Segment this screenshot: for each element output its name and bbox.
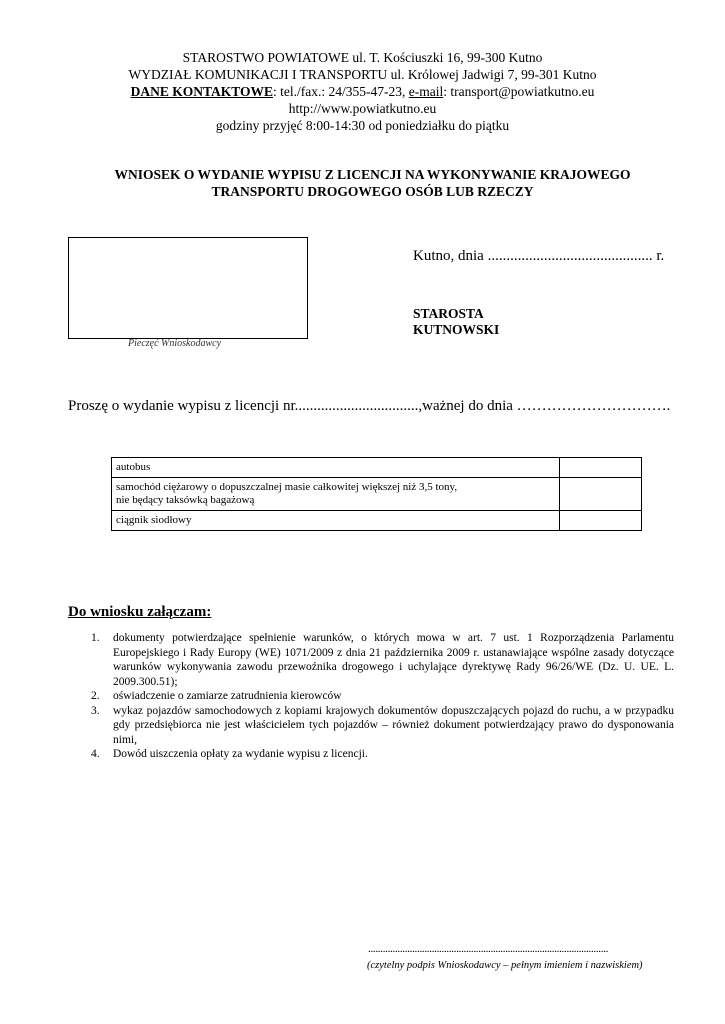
contact-label: DANE KONTAKTOWE bbox=[130, 84, 273, 99]
form-title bbox=[60, 166, 685, 200]
list-item bbox=[74, 631, 674, 689]
vehicle-type-table bbox=[111, 457, 642, 531]
header-line-department: WYDZIAŁ KOMUNIKACJI I TRANSPORTU ul. Królowej Jadwigi 7, 99-301 Kutno bbox=[128, 67, 597, 82]
place-date-line: Kutno, dnia ............................................ r. bbox=[413, 248, 665, 264]
request-sentence: Proszę o wydanie wypisu z licencji nr.................................,ważnej do dnia …………………………. bbox=[68, 398, 671, 414]
vehicle-type-checkbox-cell[interactable] bbox=[560, 458, 642, 478]
header-website: http://www.powiatkutno.eu bbox=[288, 101, 437, 116]
office-header bbox=[0, 49, 725, 134]
signature-label: (czytelny podpis Wnioskodawcy – pełnym imieniem i nazwiskiem) bbox=[367, 960, 643, 971]
vehicle-type-label: autobus bbox=[112, 458, 560, 478]
table-row bbox=[112, 511, 642, 531]
header-line-contact bbox=[0, 83, 725, 100]
form-title-line-2: TRANSPORTU DROGOWEGO OSÓB LUB RZECZY bbox=[211, 184, 534, 199]
list-item-text: Dowód uiszczenia opłaty za wydanie wypisu z licencji. bbox=[113, 748, 368, 760]
vehicle-type-label: ciągnik siodłowy bbox=[112, 511, 560, 531]
addressee-line-2: KUTNOWSKI bbox=[413, 322, 500, 337]
header-line-office: STAROSTWO POWIATOWE ul. T. Kościuszki 16, 99-300 Kutno bbox=[182, 50, 543, 65]
form-title-line-1: WNIOSEK O WYDANIE WYPISU Z LICENCJI NA WYKONYWANIE KRAJOWEGO bbox=[114, 167, 631, 182]
list-item-number: 4. bbox=[91, 748, 100, 760]
list-item-number: 2. bbox=[91, 690, 100, 702]
list-item bbox=[74, 704, 674, 748]
list-item-text: dokumenty potwierdzające spełnienie warunków, o których mowa w art. 7 ust. 1 Rozporządzenia Parlamentu Europejskiego i Rady Europy (WE) 1071/2009 z dnia 21 października 2009 r. ustanawiające wspólne zasady dotyczące warunków wykonywania zawodu przewoźnika drogowego i uchylające dyrektywę Rady 96/26/WE (Dz. U. UE. L. 2009.300.51); bbox=[113, 632, 674, 688]
table-row bbox=[112, 458, 642, 478]
header-hours: godziny przyjęć 8:00-14:30 od poniedziałku do piątku bbox=[215, 118, 510, 133]
email-value: : transport@powiatkutno.eu bbox=[443, 84, 595, 99]
table-row bbox=[112, 478, 642, 511]
applicant-stamp-label: Pieczęć Wnioskodawcy bbox=[128, 338, 222, 349]
list-item bbox=[74, 747, 674, 762]
applicant-stamp-box[interactable] bbox=[68, 237, 308, 339]
list-item-text: oświadczenie o zamiarze zatrudnienia kierowców bbox=[113, 690, 342, 702]
contact-phone: : tel./fax.: 24/355-47-23, bbox=[273, 84, 409, 99]
signature-line[interactable]: .................................................................................................. bbox=[368, 943, 609, 955]
attachments-heading: Do wniosku załączam: bbox=[68, 604, 212, 620]
vehicle-type-checkbox-cell[interactable] bbox=[560, 478, 642, 511]
list-item bbox=[74, 689, 674, 704]
email-label: e-mail bbox=[408, 84, 444, 99]
vehicle-type-checkbox-cell[interactable] bbox=[560, 511, 642, 531]
addressee bbox=[413, 306, 499, 338]
vehicle-type-label: samochód ciężarowy o dopuszczalnej masie całkowitej większej niż 3,5 tony, nie będący taksówką bagażową bbox=[112, 478, 560, 511]
list-item-number: 3. bbox=[91, 704, 100, 717]
list-item-number: 1. bbox=[91, 632, 100, 644]
attachments-list bbox=[74, 631, 674, 762]
addressee-line-1: STAROSTA bbox=[413, 306, 484, 321]
list-item-text: wykaz pojazdów samochodowych z kopiami krajowych dokumentów dopuszczających pojazd do ruchu, a w przypadku gdy przedsiębiorca nie jest właścicielem tych pojazdów – również dokument potwierdzający prawo do dysponowania nimi, bbox=[113, 704, 674, 746]
